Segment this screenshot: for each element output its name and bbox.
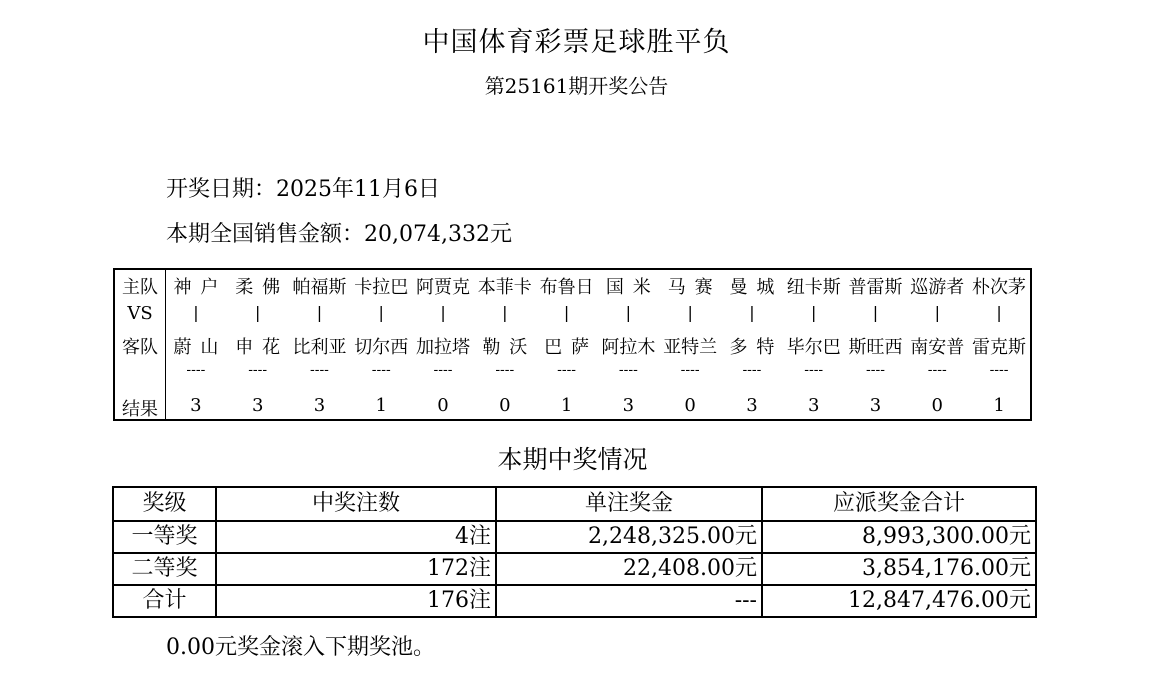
header-cell: 应派奖金合计 <box>762 487 1036 521</box>
away-team <box>227 333 289 359</box>
match-label-column <box>115 270 166 419</box>
page-title: 中国体育彩票足球胜平负 <box>422 27 731 58</box>
match-result: 3 <box>869 395 882 416</box>
match-columns <box>165 270 1030 419</box>
header-cell: 中奖注数 <box>216 487 496 521</box>
home-team <box>845 273 907 299</box>
home-team <box>165 273 227 299</box>
result-separator: ---- <box>927 362 947 378</box>
away-team-char: 比利亚 <box>292 337 347 358</box>
winning-count: 172注 <box>216 553 496 585</box>
match-result: 3 <box>807 395 820 416</box>
vs-label: VS <box>127 303 153 324</box>
match-result: 3 <box>190 395 202 416</box>
home-team-char: 神 <box>173 277 192 298</box>
prize-section-title: 本期中奖情况 <box>497 445 648 474</box>
home-team <box>412 273 474 299</box>
match-column <box>906 270 968 419</box>
draw-date: 开奖日期：2025年11月6日 <box>166 177 440 202</box>
result-separator: ---- <box>186 362 206 378</box>
vs-mark: | <box>378 303 384 322</box>
home-team <box>906 273 968 299</box>
result-separator: ---- <box>742 362 762 378</box>
vs-mark: | <box>254 303 261 322</box>
result-separator: ---- <box>804 362 824 378</box>
vs-mark: | <box>687 303 693 322</box>
match-result: 3 <box>622 395 635 416</box>
home-team <box>474 273 536 299</box>
home-team <box>783 273 845 299</box>
prize-level: 合计 <box>113 585 216 617</box>
away-team-char: 雷克斯 <box>972 337 1027 358</box>
match-result: 1 <box>375 395 387 416</box>
away-team <box>968 333 1030 359</box>
match-result: 3 <box>746 395 758 416</box>
result-label: 结果 <box>122 399 158 420</box>
issue-subtitle: 第25161期开奖公告 <box>484 74 669 98</box>
vs-mark: | <box>193 303 199 322</box>
away-team-char: 山 <box>200 337 219 358</box>
home-team-char: 本菲卡 <box>477 277 532 298</box>
home-team-char: 曼 <box>729 277 748 298</box>
away-team-char: 斯旺西 <box>848 337 903 358</box>
match-column <box>536 270 598 419</box>
home-team <box>721 273 783 299</box>
result-separator: ---- <box>557 362 577 378</box>
away-team-char: 勒 <box>482 337 501 358</box>
away-label: 客队 <box>122 337 158 358</box>
home-label: 主队 <box>122 277 158 298</box>
away-team <box>474 333 536 359</box>
match-results-table <box>113 268 1032 421</box>
match-result: 1 <box>560 395 573 416</box>
match-column <box>350 270 412 419</box>
home-team-char: 纽卡斯 <box>786 277 841 298</box>
away-team <box>845 333 907 359</box>
match-result: 0 <box>684 395 696 416</box>
prize-level: 一等奖 <box>113 521 216 553</box>
away-team-char: 多 <box>729 337 748 358</box>
prize-level: 二等奖 <box>113 553 216 585</box>
home-team-char: 帕福斯 <box>292 277 347 298</box>
match-column <box>474 270 536 419</box>
away-team <box>165 333 227 359</box>
vs-mark: | <box>749 303 755 322</box>
national-sales: 本期全国销售金额：20,074,332元 <box>166 222 512 247</box>
home-team-char: 柔 <box>235 277 254 298</box>
home-team-char: 佛 <box>262 277 281 298</box>
table-row <box>113 553 1036 585</box>
winning-count: 4注 <box>216 521 496 553</box>
home-team-char: 巡游者 <box>910 277 965 298</box>
away-team-char: 毕尔巴 <box>786 337 841 358</box>
home-team-char: 布鲁日 <box>539 277 594 298</box>
vs-mark: | <box>872 303 879 322</box>
away-team-char: 切尔西 <box>354 337 409 358</box>
home-team <box>536 273 598 299</box>
match-column <box>597 270 659 419</box>
rollover-note: 0.00元奖金滚入下期奖池。 <box>166 635 435 660</box>
home-team-char: 城 <box>756 277 775 298</box>
away-team <box>289 333 351 359</box>
home-team <box>659 273 721 299</box>
table-row <box>113 585 1036 617</box>
vs-mark: | <box>502 303 508 322</box>
home-team <box>227 273 289 299</box>
result-separator: ---- <box>866 362 885 378</box>
match-column <box>227 270 289 419</box>
home-team-char: 阿贾克 <box>416 277 471 298</box>
result-separator: ---- <box>495 362 515 378</box>
total-prize: 12,847,476.00元 <box>762 585 1036 617</box>
vs-mark: | <box>316 303 323 322</box>
match-result: 1 <box>993 395 1005 416</box>
match-column <box>165 270 227 419</box>
vs-mark: | <box>996 303 1002 322</box>
match-result: 0 <box>499 395 511 416</box>
result-separator: ---- <box>618 362 638 378</box>
vs-mark: | <box>440 303 446 322</box>
home-team <box>289 273 351 299</box>
away-team <box>906 333 968 359</box>
vs-mark: | <box>563 303 570 322</box>
away-team <box>412 333 474 359</box>
match-result: 0 <box>437 395 449 416</box>
result-separator: ---- <box>248 362 268 378</box>
header-cell: 奖级 <box>113 487 216 521</box>
match-column <box>289 270 351 419</box>
away-team-char: 阿拉木 <box>601 337 656 358</box>
winning-count: 176注 <box>216 585 496 617</box>
away-team-char: 沃 <box>509 337 528 358</box>
away-team-char: 申 <box>235 337 254 358</box>
result-separator: ---- <box>309 362 329 378</box>
prize-table-header <box>113 487 1036 521</box>
home-team-char: 卡拉巴 <box>354 277 409 298</box>
unit-prize: 2,248,325.00元 <box>496 521 762 553</box>
away-team-char: 加拉塔 <box>416 337 471 358</box>
match-result: 3 <box>313 395 326 416</box>
home-team-char: 普雷斯 <box>848 277 903 298</box>
home-team <box>597 273 659 299</box>
match-column <box>783 270 845 419</box>
away-team-char: 南安普 <box>910 337 965 358</box>
home-team <box>968 273 1030 299</box>
home-team <box>350 273 412 299</box>
away-team <box>350 333 412 359</box>
unit-prize: --- <box>496 585 762 617</box>
away-team <box>659 333 721 359</box>
match-column <box>659 270 721 419</box>
total-prize: 8,993,300.00元 <box>762 521 1036 553</box>
away-team-char: 巴 <box>544 337 563 358</box>
home-team-char: 赛 <box>694 277 713 298</box>
match-result: 3 <box>251 395 264 416</box>
away-team-char: 特 <box>756 337 775 358</box>
away-team <box>783 333 845 359</box>
home-team-char: 马 <box>667 277 686 298</box>
result-separator: ---- <box>371 362 391 378</box>
home-team-char: 国 <box>605 277 624 298</box>
match-column <box>845 270 907 419</box>
match-column <box>412 270 474 419</box>
table-row <box>113 521 1036 553</box>
unit-prize: 22,408.00元 <box>496 553 762 585</box>
vs-mark: | <box>625 303 632 322</box>
away-team-char: 亚特兰 <box>663 337 718 358</box>
result-separator: ---- <box>680 362 700 378</box>
home-team-char: 户 <box>200 277 219 298</box>
vs-mark: | <box>811 303 817 322</box>
home-team-char: 朴次茅 <box>972 277 1027 298</box>
away-team-char: 蔚 <box>173 337 192 358</box>
match-column <box>968 270 1030 419</box>
away-team <box>536 333 598 359</box>
away-team-char: 萨 <box>571 337 590 358</box>
away-team-char: 花 <box>262 337 281 358</box>
total-prize: 3,854,176.00元 <box>762 553 1036 585</box>
match-result: 0 <box>931 395 943 416</box>
match-column <box>721 270 783 419</box>
result-separator: ---- <box>433 362 453 378</box>
prize-table <box>112 486 1037 618</box>
result-separator: ---- <box>989 362 1009 378</box>
home-team-char: 米 <box>632 277 651 298</box>
vs-mark: | <box>934 303 940 322</box>
away-team <box>721 333 783 359</box>
header-cell: 单注奖金 <box>496 487 762 521</box>
away-team <box>597 333 659 359</box>
